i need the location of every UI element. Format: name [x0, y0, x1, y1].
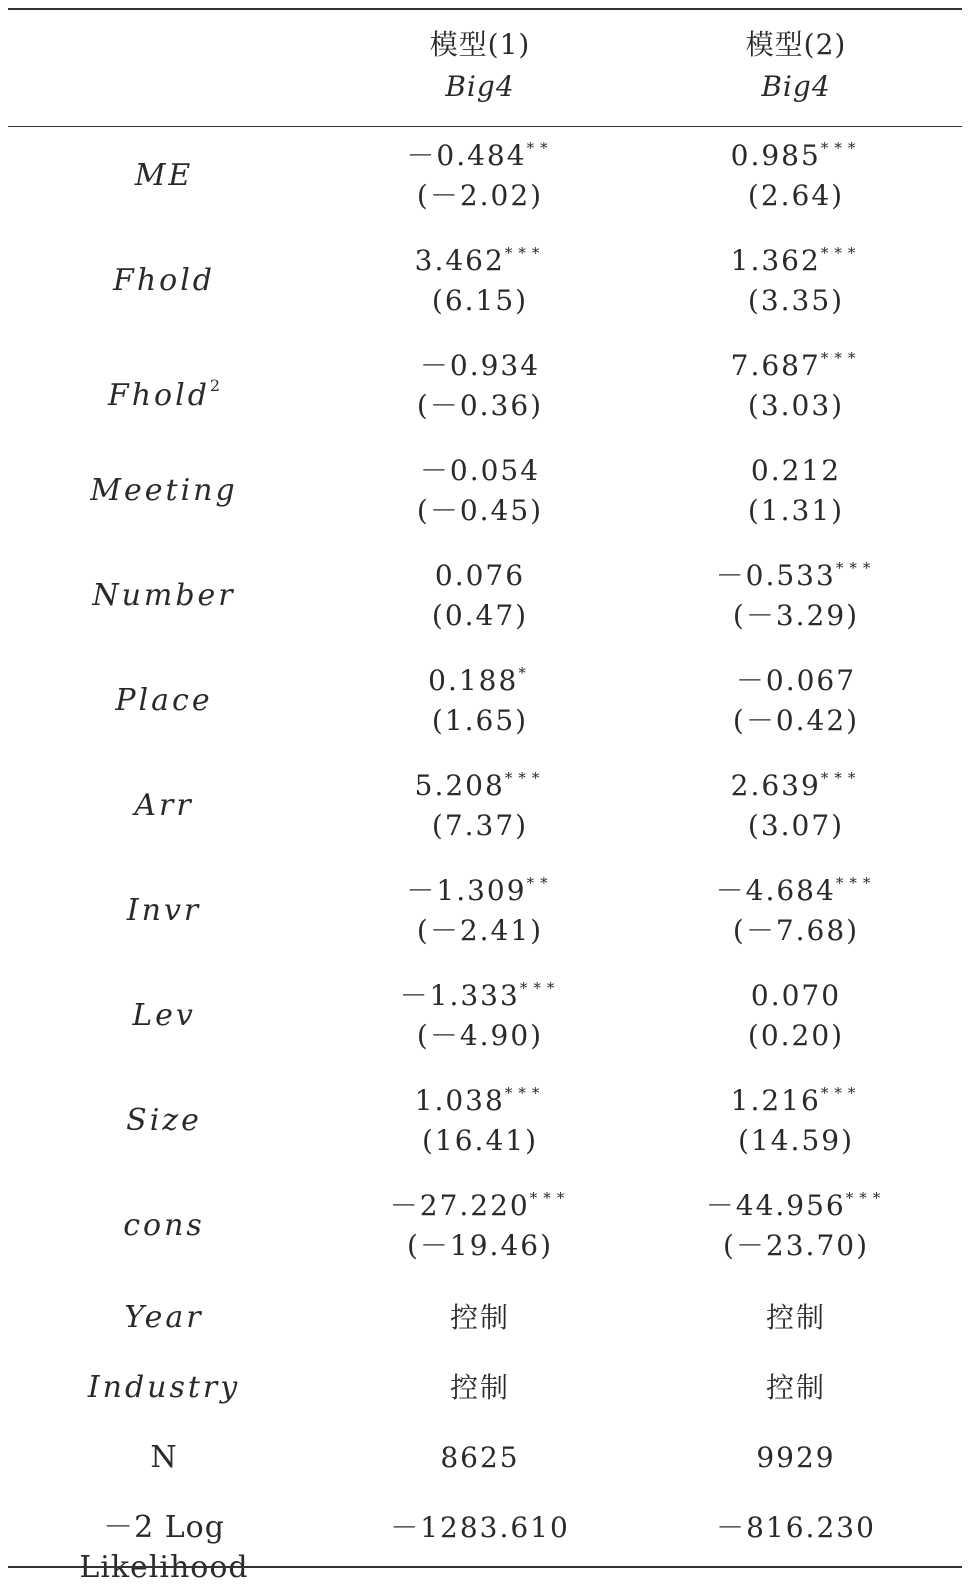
coefficient: 0.212	[750, 454, 842, 487]
column-header-model-2	[646, 24, 946, 108]
coefficient: 0.985***	[730, 139, 862, 172]
model-1-cell	[330, 1178, 630, 1266]
table-row-lev	[0, 966, 976, 1072]
coefficient: 2.639***	[730, 769, 862, 802]
t-statistic: (1.65)	[431, 704, 529, 737]
model-1-cell	[330, 443, 630, 531]
table-row-n	[0, 1424, 976, 1494]
model-2-label: 模型(2)	[745, 28, 847, 61]
coefficient: 0.076	[434, 559, 526, 592]
row-label: Industry	[87, 1370, 241, 1405]
t-statistic: (1.31)	[747, 494, 845, 527]
model-2-cell: －816.230	[716, 1511, 876, 1544]
model-1-cell	[330, 1073, 630, 1161]
model-2-cell	[646, 1073, 946, 1161]
model-2-cell: 9929	[756, 1441, 836, 1474]
row-label: －2 Log Likelihood	[79, 1510, 249, 1585]
table-row-arr	[0, 756, 976, 862]
table-row-year	[0, 1284, 976, 1354]
t-statistic: (－23.70)	[722, 1229, 869, 1262]
t-statistic: (－19.46)	[406, 1229, 553, 1262]
table-row-number	[0, 546, 976, 652]
t-statistic: (3.35)	[747, 284, 845, 317]
table-row-fhold	[0, 231, 976, 337]
row-label: Arr	[134, 788, 194, 823]
table-row-place	[0, 651, 976, 757]
t-statistic: (－4.90)	[416, 1019, 544, 1052]
model-2-cell	[646, 233, 946, 321]
table-row-fhold-squared	[0, 336, 976, 442]
t-statistic: (14.59)	[737, 1124, 854, 1157]
model-1-cell	[330, 548, 630, 636]
model-2-cell	[646, 128, 946, 216]
table-top-rule	[8, 8, 962, 10]
coefficient: 0.188*	[428, 664, 532, 697]
row-label: Lev	[132, 998, 196, 1033]
model-1-dependent-variable: Big4	[445, 70, 515, 103]
coefficient: －27.220***	[389, 1189, 571, 1222]
t-statistic: (0.47)	[431, 599, 529, 632]
model-1-cell: －1283.610	[390, 1511, 570, 1544]
coefficient: 1.038***	[414, 1084, 546, 1117]
model-2-cell	[646, 338, 946, 426]
model-1-cell	[330, 758, 630, 846]
model-1-cell	[330, 863, 630, 951]
row-label: Fhold	[113, 263, 215, 298]
t-statistic: (6.15)	[431, 284, 529, 317]
model-1-cell	[330, 338, 630, 426]
t-statistic: (3.03)	[747, 389, 845, 422]
t-statistic: (3.07)	[747, 809, 845, 842]
t-statistic: (2.64)	[747, 179, 845, 212]
t-statistic: (16.41)	[421, 1124, 538, 1157]
coefficient: 0.070	[750, 979, 842, 1012]
model-2-cell	[646, 863, 946, 951]
coefficient: 1.362***	[730, 244, 862, 277]
model-1-cell	[330, 128, 630, 216]
table-row-me	[0, 126, 976, 232]
model-2-cell	[646, 443, 946, 531]
coefficient: －0.067	[735, 664, 857, 697]
t-statistic: (－3.29)	[732, 599, 860, 632]
row-label: N	[150, 1440, 178, 1475]
model-2-cell: 控制	[765, 1301, 826, 1334]
model-2-cell: 控制	[765, 1371, 826, 1404]
t-statistic: (－2.41)	[416, 914, 544, 947]
table-row-size	[0, 1071, 976, 1177]
model-2-dependent-variable: Big4	[761, 70, 831, 103]
table-row-industry	[0, 1354, 976, 1424]
model-1-cell	[330, 233, 630, 321]
coefficient: －0.934	[419, 349, 541, 382]
column-header-model-1	[330, 24, 630, 108]
coefficient: 5.208***	[414, 769, 546, 802]
row-label: ME	[134, 158, 194, 193]
model-1-cell	[330, 968, 630, 1056]
model-1-cell: 控制	[449, 1371, 510, 1404]
table-row-log-likelihood	[0, 1494, 976, 1585]
table-bottom-rule	[8, 1566, 962, 1568]
t-statistic: (－7.68)	[732, 914, 860, 947]
row-label: Year	[124, 1300, 204, 1335]
t-statistic: (－2.02)	[416, 179, 544, 212]
t-statistic: (0.20)	[747, 1019, 845, 1052]
t-statistic: (7.37)	[431, 809, 529, 842]
model-1-cell	[330, 653, 630, 741]
table-row-cons	[0, 1176, 976, 1282]
coefficient: －0.484**	[406, 139, 554, 172]
model-2-cell	[646, 758, 946, 846]
row-label: Fhold$^2$	[107, 376, 221, 413]
coefficient: －1.333***	[399, 979, 561, 1012]
coefficient: －0.533***	[715, 559, 877, 592]
coefficient: 3.462***	[414, 244, 546, 277]
coefficient: －4.684***	[715, 874, 877, 907]
coefficient: －44.956***	[705, 1189, 887, 1222]
row-label: Invr	[126, 893, 202, 928]
model-1-cell: 控制	[449, 1301, 510, 1334]
row-label: Place	[115, 683, 213, 718]
coefficient: 7.687***	[730, 349, 862, 382]
t-statistic: (－0.36)	[416, 389, 544, 422]
table-row-meeting	[0, 441, 976, 547]
coefficient: －1.309**	[406, 874, 554, 907]
model-2-cell	[646, 548, 946, 636]
model-2-cell	[646, 1178, 946, 1266]
t-statistic: (－0.45)	[416, 494, 544, 527]
row-label: cons	[123, 1208, 205, 1243]
table-row-invr	[0, 861, 976, 967]
model-2-cell	[646, 653, 946, 741]
model-1-cell: 8625	[440, 1441, 520, 1474]
row-label: Meeting	[90, 473, 238, 508]
model-1-label: 模型(1)	[429, 28, 531, 61]
coefficient: 1.216***	[730, 1084, 862, 1117]
row-label: Number	[92, 578, 236, 613]
coefficient: －0.054	[419, 454, 541, 487]
model-2-cell	[646, 968, 946, 1056]
t-statistic: (－0.42)	[732, 704, 860, 737]
row-label: Size	[126, 1103, 202, 1138]
